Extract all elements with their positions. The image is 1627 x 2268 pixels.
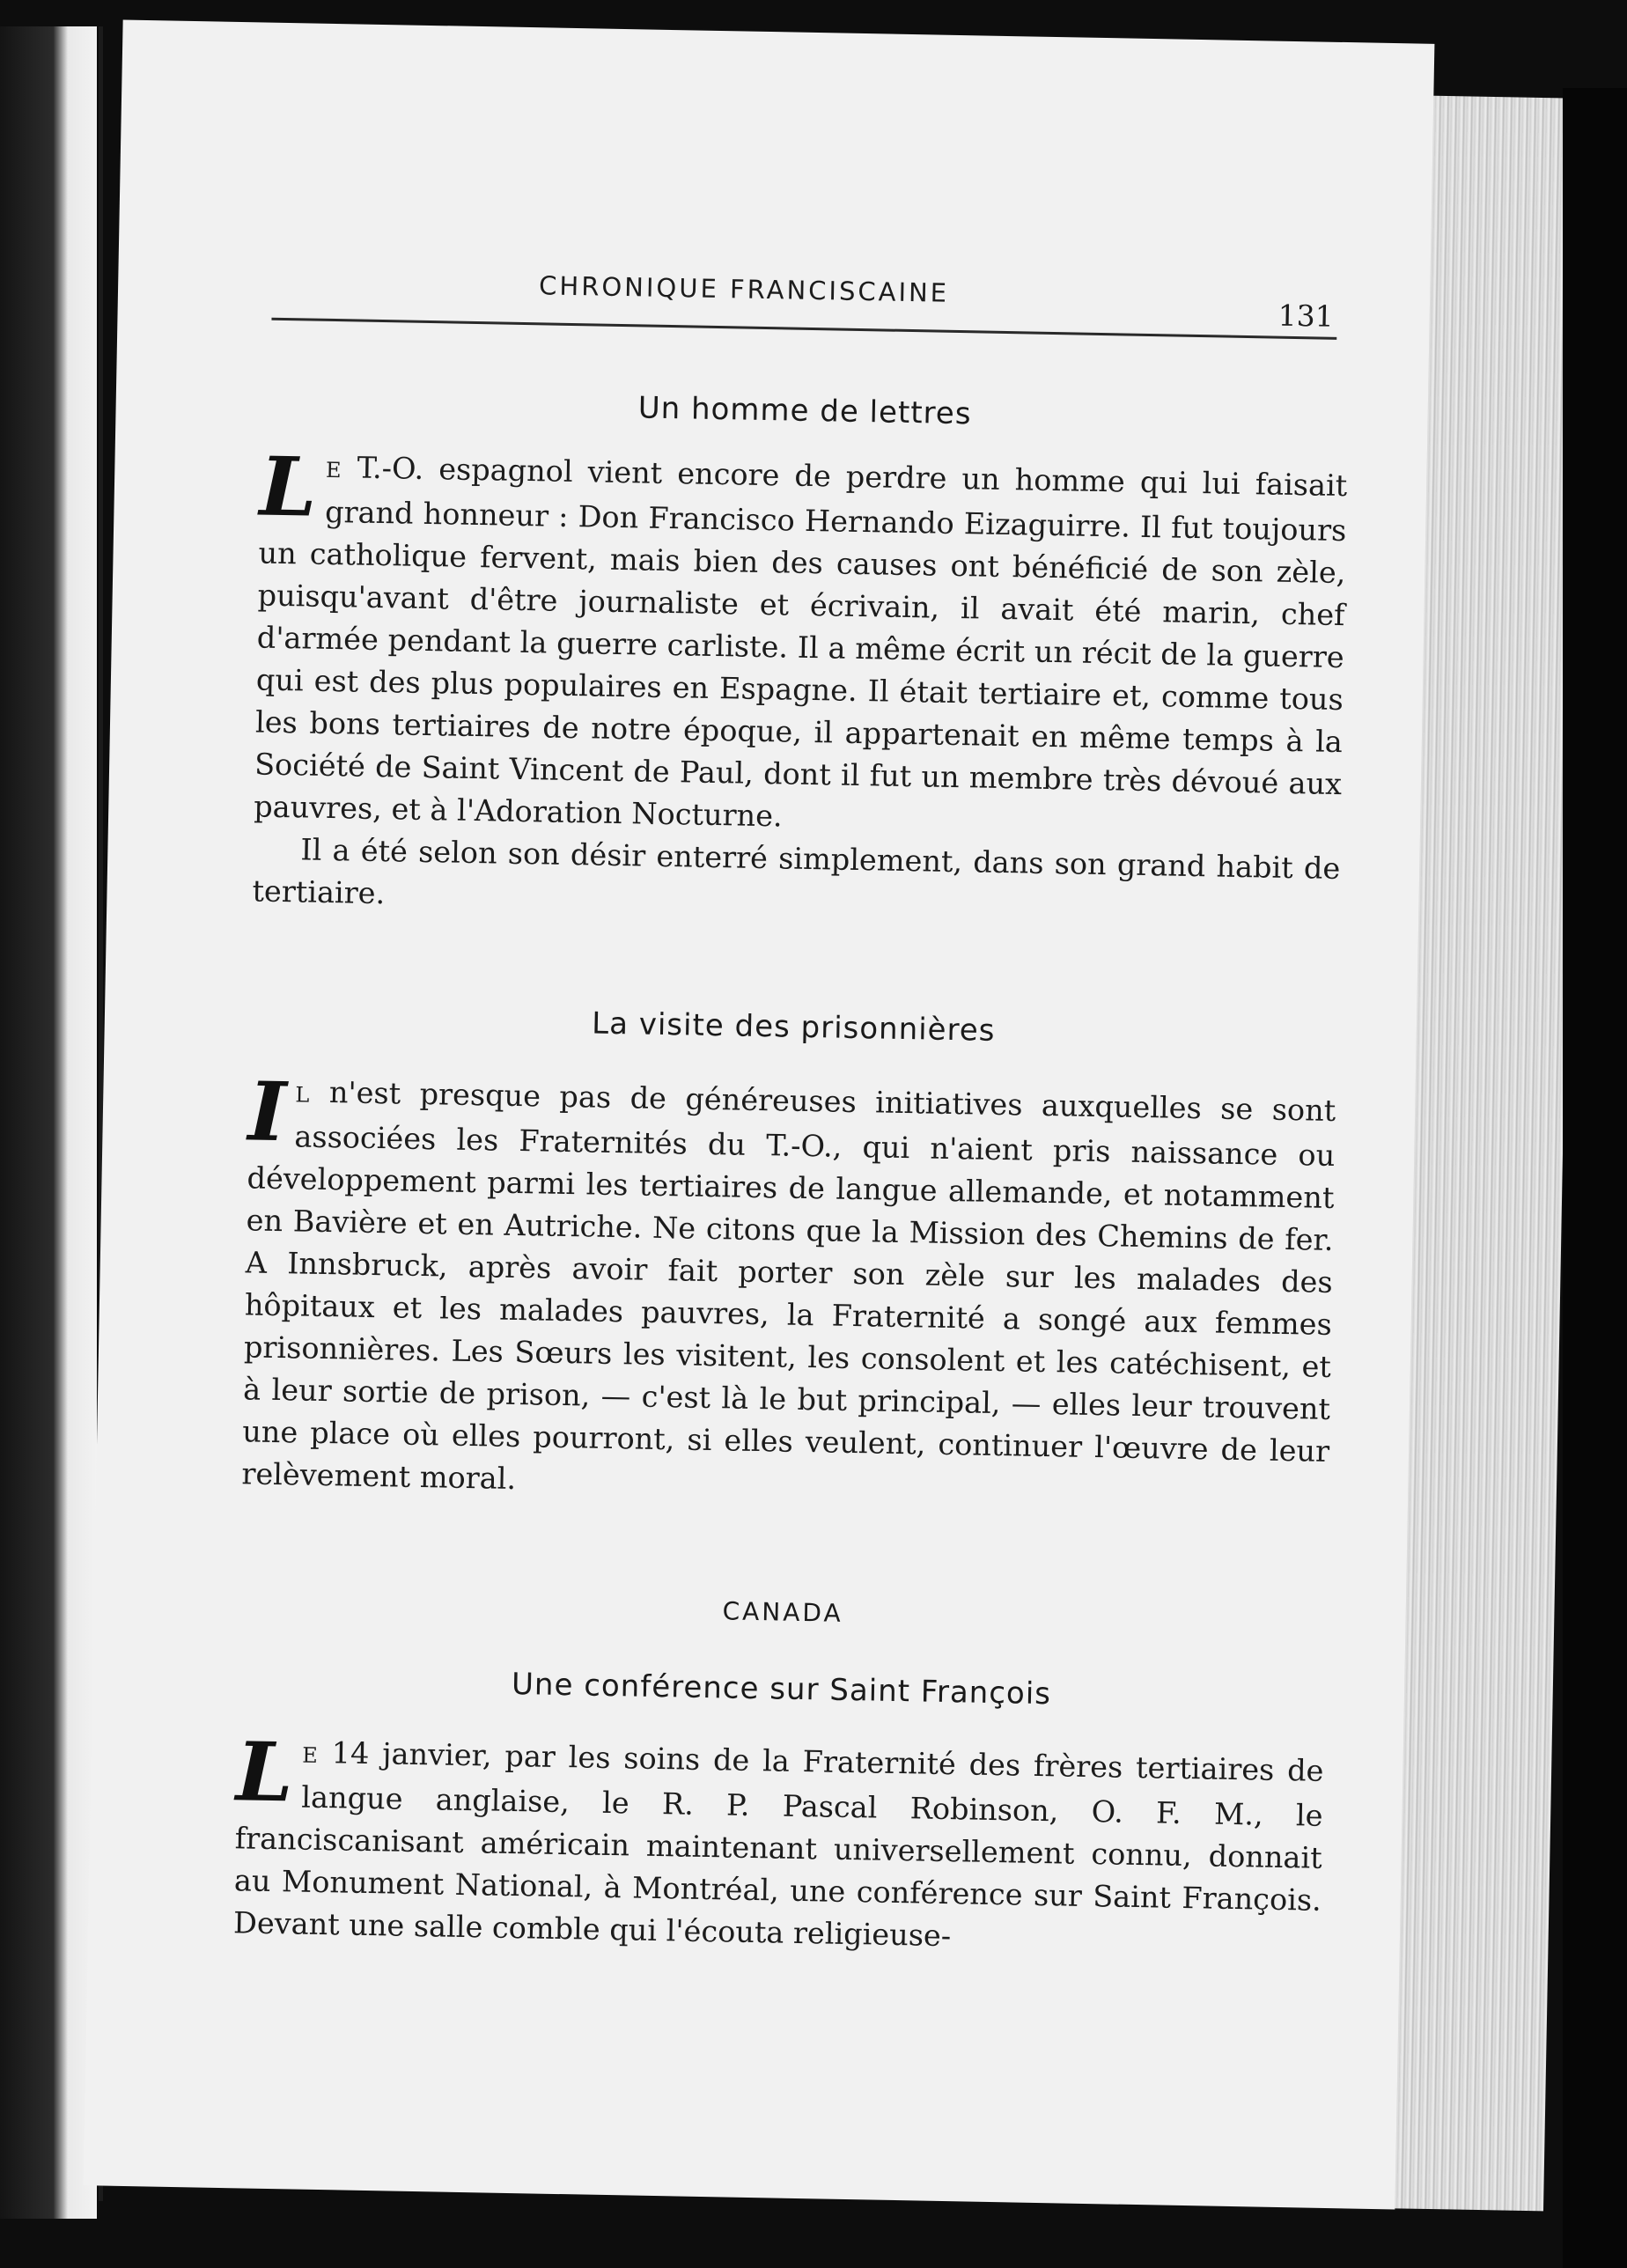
paragraph-text: T.-O. espagnol vient encore de perdre un homme qui lui faisait grand honneur : Don Francisco Hernando Eizaguirre. Il fut toujours un catholique fervent, mais bien des causes ont bénéficié de son zèle, puisqu'avant d'être journaliste et écrivain, il avait été marin, chef d'armée pendant la guerre carliste. Il a même écrit un récit de la guerre qui est des plus populaires en Espagne. Il était tertiaire et, comme tous les bons tertiaires de notre époque, il appartenait en même temps à la Société de Saint Vincent de Paul, dont il fut un membre très dévoué aux pauvres, et à l'Adoration Nocturne. xyxy=(253,450,1348,834)
drop-cap: I xyxy=(247,1064,287,1160)
paragraph-text: n'est presque pas de généreuses initiatives auxquelles se sont associées les Fraternités du T.-O., qui n'aient pris naissance ou développement parmi les tertiaires de langue allemande, et notamment en Bavière et en Autriche. Ne citons que la Mission des Chemins de fer. A Innsbruck, après avoir fait porter son zèle sur les malades des hôpitaux et les malades pauvres, la Fraternité a songé aux femmes prisonnières. Les Sœurs les visitent, les consolent et les catéchisent, et à leur sortie de prison, — c'est là le but principal, — elles leur trouvent une place où elles pourront, si elles veulent, continuer l'œuvre de leur relèvement moral. xyxy=(241,1074,1336,1497)
right-shadow xyxy=(1563,88,1627,2268)
running-head: CHRONIQUE FRANCISCAINE xyxy=(538,270,950,308)
page-number: 131 xyxy=(1277,298,1335,334)
paragraph xyxy=(253,438,1348,848)
first-word-rest: L xyxy=(295,1082,311,1108)
section-body-visite-prisonnieres xyxy=(241,1064,1336,1515)
region-heading-canada: CANADA xyxy=(722,1596,843,1628)
section-heading-homme-de-lettres: Un homme de lettres xyxy=(637,390,972,432)
header-rule xyxy=(271,318,1336,340)
drop-cap: L xyxy=(235,1724,294,1821)
paragraph: Il a été selon son désir enterré simplement, dans son grand habit de tertiaire. xyxy=(252,832,1341,911)
paragraph-text: 14 janvier, par les soins de la Fraternité des frères tertiaires de langue anglaise, le R. P. Pascal Robinson, O. F. M., le franciscanisant américain maintenant universellement connu, donnait au Monument National, à Montréal, une conférence sur Saint François. Devant une salle comble qui l'écouta religieuse- xyxy=(232,1734,1324,1954)
book-page xyxy=(84,20,1435,2210)
left-page-edge xyxy=(0,26,97,2219)
first-word-rest: E xyxy=(302,1742,320,1768)
paragraph xyxy=(232,1724,1324,1964)
section-body-homme-de-lettres xyxy=(252,438,1348,932)
paragraph xyxy=(241,1064,1336,1515)
first-word-rest: E xyxy=(325,457,342,483)
section-heading-conference: Une conférence sur Saint François xyxy=(511,1666,1052,1712)
drop-cap: L xyxy=(258,438,318,535)
section-body-conference xyxy=(232,1724,1324,1964)
section-heading-visite-prisonnieres: La visite des prisonnières xyxy=(591,1005,996,1049)
